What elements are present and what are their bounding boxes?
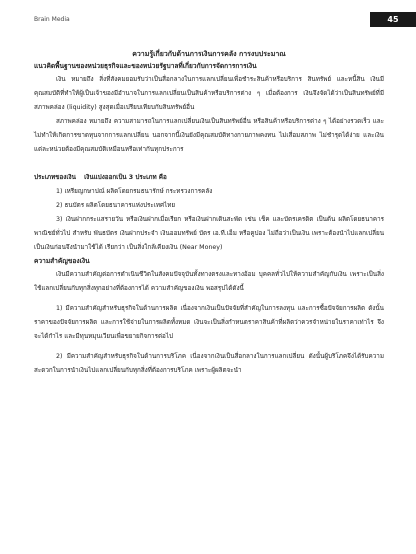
paragraph-money-definition: เงิน หมายถึง สิ่งที่สังคมยอมรับว่าเป็นสื่อกลางในการแลกเปลี่ยนเพื่อชำระสินค้าหรือบริการ สินทรัพย์ และหนี้สิน เงินมีคุณสมบัติที่ทำให้ผู้เป็นเจ้าของมีอำนาจในการแลกเปลี่ยนเป็นสินค้าหรือบริการต่าง ๆ เมื่อต้องการ เงินจึงจัดได้ว่าเป็นสินทรัพย์ที่มีสภาพคล่อง (liquidity) สูงสุดเมื่อเปรียบเทียบกับสินทรัพย์อื่น xyxy=(34,76,384,111)
section-heading-money-types xyxy=(34,171,384,185)
section-heading-text: เงินแบ่งออกเป็น 3 ประเภท คือ xyxy=(84,174,167,181)
list-item: 3) เงินฝากกระแสรายวัน หรือเงินฝากเมื่อเรียก หรือเงินฝากเดินสะพัด เช่น เช็ค และบัตรเครดิต เป็นต้น ผลิตโดยธนาคารพาณิชย์ทั่วไป สำหรับ พันธบัตร เงินฝากประจำ เงินออมทรัพย์ บัตร เอ.ที.เอ็ม หรือคูปอง ไม่ถือว่าเป็นเงิน เพราะต้องนำไปแลกเปลี่ยนเป็นเงินก่อนจึงนำมาใช้ได้ เรียกว่า เป็นสิ่งใกล้เคียงเงิน (Near Money) xyxy=(34,216,384,251)
section-heading-basics: แนวคิดพื้นฐานของหน่วยธุรกิจและของหน่วยรัฐบาลที่เกี่ยวกับการจัดการการเงิน xyxy=(34,62,257,70)
paragraph-importance-intro: เงินมีความสำคัญต่อการดำเนินชีวิตในสังคมปัจจุบันทั้งทางตรงและทางอ้อม บุคคลทั่วไปให้ความสำคัญกับเงิน เพราะเป็นสิ่งใช้แลกเปลี่ยนกับทุกสิ่งทุกอย่างที่ต้องการได้ ความสำคัญของเงิน พอสรุปได้ดังนี้ xyxy=(34,271,384,292)
paragraph-importance-consumption: 2) มีความสำคัญสำหรับธุรกิจในด้านการบริโภค เนื่องจากเงินเป็นสื่อกลางในการแลกเปลี่ยน ดังนั้นผู้บริโภคจึงได้รับความสะดวกในการนำเงินไปแลกเปลี่ยนกับทุกสิ่งที่ต้องการบริโภค เพราะผู้ผลิตจะนำ xyxy=(34,353,384,374)
section-heading-importance: ความสำคัญของเงิน xyxy=(34,257,90,265)
page-content xyxy=(34,48,384,378)
list-item: 1) เหรียญกษาปณ์ ผลิตโดยกรมธนารักษ์ กระทรวงการคลัง xyxy=(56,188,213,195)
page-title: ความรู้เกี่ยวกับด้านการเงินการคลัง การงบประมาณ xyxy=(132,50,286,58)
paragraph-importance-production: 1) มีความสำคัญสำหรับธุรกิจในด้านการผลิต เนื่องจากเงินเป็นปัจจัยที่สำคัญในการลงทุน และการซื้อปัจจัยการผลิต ดังนั้นราคาของปัจจัยการผลิต และการใช้จ่ายในการผลิตทั้งหมด เงินจะเป็นสิ่งกำหนดราคาสินค้าที่ผลิตว่าควรจำหน่ายในราคาเท่าไร จึงจะได้กำไร และมีทุนหมุนเวียนเพื่อขยายกิจการต่อไป xyxy=(34,305,384,340)
spacer xyxy=(34,157,384,171)
list-item: 2) ธนบัตร ผลิตโดยธนาคารแห่งประเทศไทย xyxy=(56,202,176,209)
page-number-badge: 45 xyxy=(370,12,416,27)
header-brand: Brain Media xyxy=(34,16,70,23)
paragraph-liquidity: สภาพคล่อง หมายถึง ความสามารถในการแลกเปลี่ยนเงินเป็นสินทรัพย์อื่น หรือสินค้าหรือบริการต่าง ๆ ได้อย่างรวดเร็ว และไม่ทำให้เกิดการขาดทุนจากการแลกเปลี่ยน นอกจากนี้เงินยังมีคุณสมบัติทางกายภาพคงทน ไม่เสื่อมสภาพ ไม่ชำรุดได้ง่าย และเงินแต่ละหน่วยต้องมีคุณสมบัติเหมือนหรือเท่ากันทุกประการ xyxy=(34,118,384,153)
section-heading-label: ประเภทของเงิน xyxy=(34,174,76,181)
